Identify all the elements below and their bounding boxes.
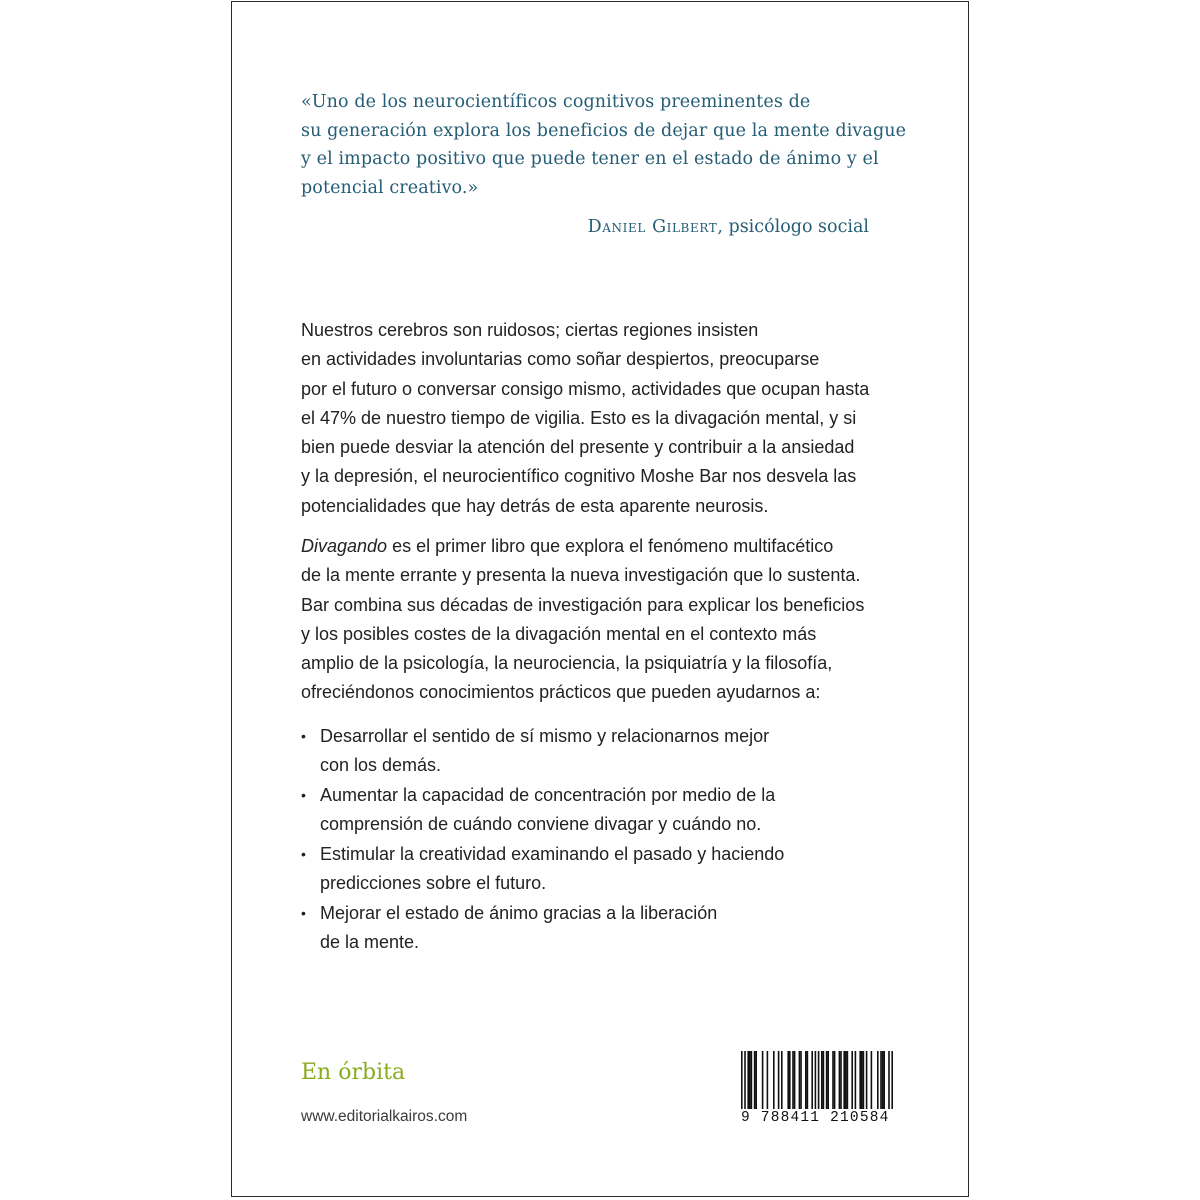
list-item-line: Aumentar la capacidad de concentración por medio de la	[320, 785, 776, 805]
list-item-line: Desarrollar el sentido de sí mismo y relacionarnos mejor	[320, 726, 770, 746]
paragraph-line: ofreciéndonos conocimientos prácticos que pueden ayudarnos a:	[301, 682, 821, 703]
description-paragraph-1	[301, 316, 921, 521]
paragraph-line-text: es el primer libro que explora el fenómeno multifacético	[387, 536, 834, 556]
bullet-dot: •	[301, 905, 306, 921]
barcode-bar	[843, 1051, 845, 1109]
bullet-dot: •	[301, 787, 306, 803]
barcode-bar	[811, 1051, 813, 1109]
barcode-bar	[891, 1051, 893, 1115]
barcode-bar	[749, 1051, 751, 1109]
barcode-bar	[762, 1051, 764, 1109]
paragraph-line: amplio de la psicología, la neurociencia, la psiquiatría y la filosofía,	[301, 653, 833, 674]
publisher-website: www.editorialkairos.com	[301, 1108, 468, 1125]
list-item-line: Mejorar el estado de ánimo gracias a la liberación	[320, 903, 718, 923]
quote-line: su generación explora los beneficios de dejar que la mente divague	[301, 120, 907, 141]
barcode-bar	[815, 1051, 817, 1115]
barcode-bar	[741, 1051, 743, 1115]
barcode-bar	[839, 1051, 841, 1109]
paragraph-line: de la mente errante y presenta la nueva investigación que lo sustenta.	[301, 565, 861, 586]
paragraph-line: Nuestros cerebros son ruidosos; ciertas regiones insisten	[301, 320, 759, 340]
list-item	[301, 722, 921, 780]
barcode-bar	[781, 1051, 783, 1109]
list-item-line: con los demás.	[320, 755, 442, 775]
barcode-bar	[882, 1051, 884, 1109]
barcode-bar	[747, 1051, 749, 1109]
book-title: Divagando	[301, 536, 388, 556]
paragraph-line: en actividades involuntarias como soñar despiertos, preocuparse	[301, 349, 820, 370]
barcode-bar	[827, 1051, 829, 1109]
quote-line: «Uno de los neurocientíficos cognitivos preeminentes de	[301, 92, 811, 112]
list-item-line: predicciones sobre el futuro.	[320, 873, 547, 893]
barcode-bar	[845, 1051, 847, 1109]
barcode-bar	[800, 1051, 802, 1109]
barcode-bar	[855, 1051, 857, 1109]
barcode-bar	[871, 1051, 873, 1109]
barcode-bar	[847, 1051, 849, 1109]
barcode-bar	[789, 1051, 791, 1109]
paragraph-line: Bar combina sus décadas de investigación para explicar los beneficios	[301, 594, 865, 615]
list-item	[301, 781, 921, 839]
quote-attribution	[588, 217, 869, 237]
paragraph-line: potencialidades que hay detrás de esta aparente neurosis.	[301, 495, 769, 516]
barcode-bar	[823, 1051, 825, 1109]
barcode-bar	[787, 1051, 789, 1109]
barcode-bar	[861, 1051, 863, 1109]
barcode-bar	[826, 1051, 828, 1109]
barcode-bar	[866, 1051, 868, 1109]
barcode-bar	[778, 1051, 780, 1109]
paragraph-line: el 47% de nuestro tiempo de vigilia. Esto es la divagación mental, y si	[301, 407, 857, 428]
barcode-bar	[754, 1051, 756, 1109]
barcode-bar	[821, 1051, 823, 1109]
quote-author: Daniel Gilbert	[587, 217, 718, 237]
barcode-bar	[744, 1051, 746, 1115]
barcode-bar	[807, 1051, 809, 1109]
barcode-bar	[834, 1051, 836, 1109]
bullet-dot: •	[301, 728, 306, 744]
barcode-bar	[792, 1051, 794, 1109]
list-item	[301, 899, 921, 957]
paragraph-line: por el futuro o conversar consigo mismo, actividades que ocupan hasta	[301, 378, 870, 399]
bullet-dot: •	[301, 846, 306, 862]
paragraph-line: y los posibles costes de la divagación mental en el contexto más	[301, 623, 817, 644]
barcode-bar	[767, 1051, 769, 1109]
paragraph-line: y la depresión, el neurocientífico cognitivo Moshe Bar nos desvela las	[301, 466, 857, 487]
quote-author-role: , psicólogo social	[717, 217, 869, 237]
barcode-bar	[755, 1051, 757, 1109]
list-item-line: Estimular la creatividad examinando el pasado y haciendo	[320, 844, 785, 864]
endorsement-quote	[301, 88, 907, 202]
quote-line: potencial creativo.»	[301, 177, 479, 198]
barcode-bar	[818, 1051, 820, 1115]
description-paragraph-2	[301, 532, 921, 708]
benefit-list	[301, 722, 921, 957]
isbn-number: 9 788411 210584	[741, 1109, 895, 1127]
barcode-bar	[794, 1051, 796, 1109]
barcode-bar	[851, 1051, 853, 1109]
barcode-bar	[863, 1051, 865, 1109]
barcode-bar	[773, 1051, 775, 1109]
list-item	[301, 840, 921, 898]
quote-line: y el impacto positivo que puede tener en el estado de ánimo y el	[301, 149, 879, 169]
barcode-bar	[880, 1051, 882, 1109]
collection-name: En órbita	[301, 1060, 406, 1085]
barcode-bar	[888, 1051, 890, 1115]
barcode-bar	[840, 1051, 842, 1109]
list-item-line: comprensión de cuándo conviene divagar y cuándo no.	[320, 814, 762, 834]
barcode-bar	[859, 1051, 861, 1109]
paragraph-line: bien puede desviar la atención del presente y contribuir a la ansiedad	[301, 437, 855, 458]
barcode-bar	[883, 1051, 885, 1109]
list-item-line: de la mente.	[320, 932, 420, 952]
barcode-bar	[832, 1051, 834, 1109]
barcode-bar	[751, 1051, 753, 1109]
paragraph-line	[301, 532, 921, 561]
barcode-bar	[877, 1051, 879, 1109]
barcode-bar	[799, 1051, 801, 1109]
barcode-bar	[805, 1051, 807, 1109]
